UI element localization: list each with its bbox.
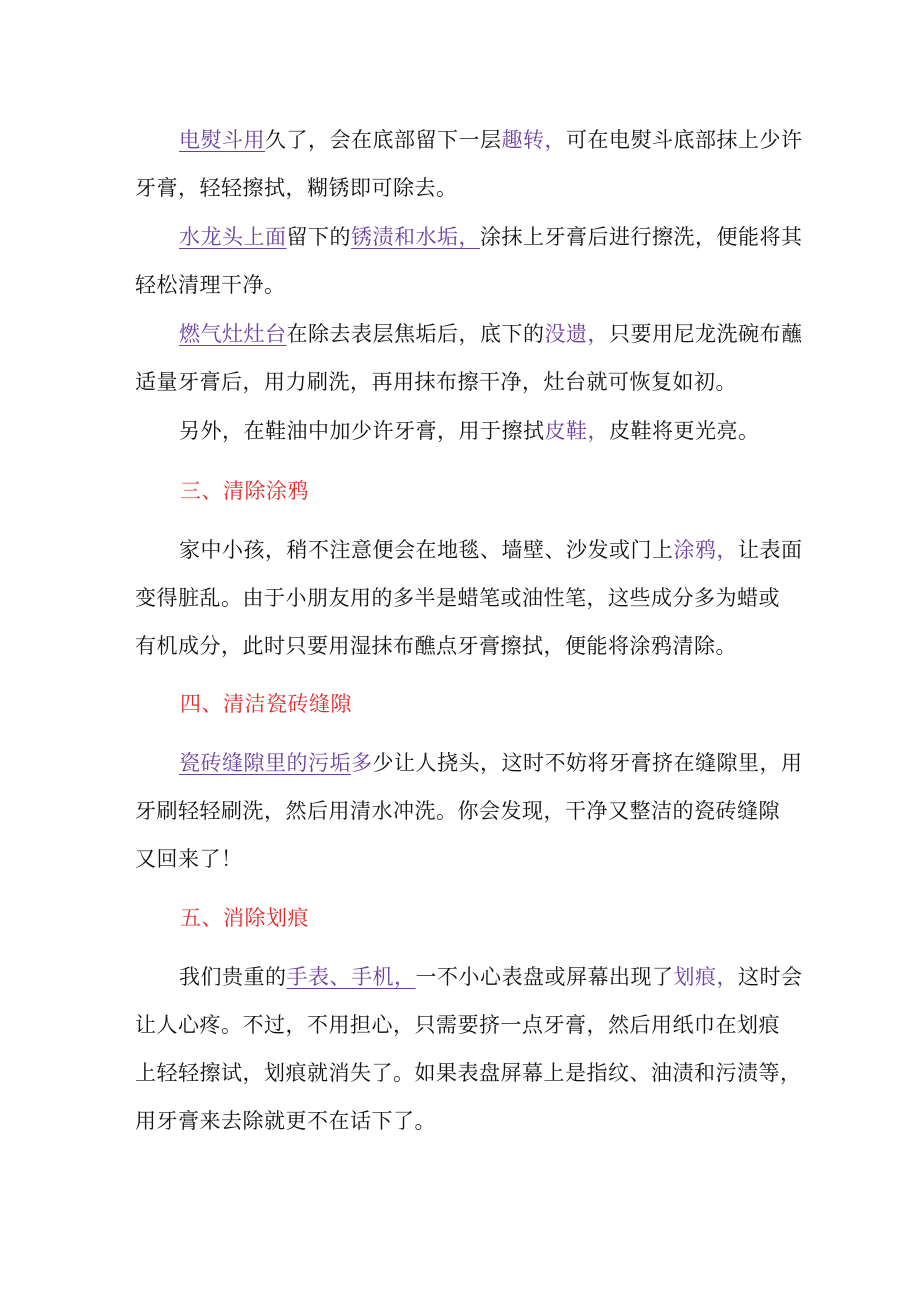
paragraph-stove: 燃气灶灶台在除去表层焦垢后，底下的没遗，只要用尼龙洗碗布蘸 适量牙膏后，用力刷洗，再用抹布擦干净，灶台就可恢复如初。 xyxy=(135,322,803,394)
link-rust-scale[interactable]: 锈渍和水垢， xyxy=(351,225,480,249)
paragraph-scratches: 我们贵重的手表、手机，一不小心表盘或屏幕出现了划痕，这时会 让人心疼。不过，不用担心，只需要挤一点牙膏，然后用纸巾在划痕 上轻轻擦试，划痕就消失了。如果表盘屏幕上是指纹、油渍和污渍等， 用牙膏来去除就更不在话下了。 xyxy=(135,965,803,1133)
paragraph-graffiti: 家中小孩，稍不注意便会在地毯、墙壁、沙发或门上涂鸦，让表面 变得脏乱。由于小朋友用的多半是蜡笔或油性笔，这些成分多为蜡或 有机成分，此时只要用湿抹布醮点牙膏擦拭，便能将涂鸦清除。 xyxy=(135,538,803,658)
link-tile-dirt[interactable]: 瓷砖缝隙里的污垢 xyxy=(179,751,351,775)
link-iron[interactable]: 电熨斗用 xyxy=(179,128,265,152)
paragraph-tile-gaps: 瓷砖缝隙里的污垢多少让人挠头，这时不妨将牙膏挤在缝隙里，用 牙刷轻轻刷洗，然后用清水冲洗。你会发现，干净又整洁的瓷砖缝隙 又回来了！ xyxy=(135,751,803,871)
paragraph-faucet: 水龙头上面留下的锈渍和水垢，涂抹上牙膏后进行擦洗，便能将其 轻松清理干净。 xyxy=(135,225,803,297)
heading-graffiti: 三、清除涂鸦 xyxy=(180,479,309,503)
paragraph-shoes: 另外，在鞋油中加少许牙膏，用于擦拭皮鞋，皮鞋将更光亮。 xyxy=(179,419,760,443)
link-stove[interactable]: 燃气灶灶台 xyxy=(179,322,287,346)
link-watch-phone[interactable]: 手表、手机， xyxy=(286,965,416,989)
heading-scratches: 五、消除划痕 xyxy=(180,906,309,930)
paragraph-iron: 电熨斗用久了，会在底部留下一层趣转，可在电熨斗底部抹上少许 牙膏，轻轻擦拭，糊锈即可除去。 xyxy=(135,128,803,200)
heading-tile-gaps: 四、清洁瓷砖缝隙 xyxy=(180,692,352,716)
link-faucet[interactable]: 水龙头上面 xyxy=(179,225,287,249)
